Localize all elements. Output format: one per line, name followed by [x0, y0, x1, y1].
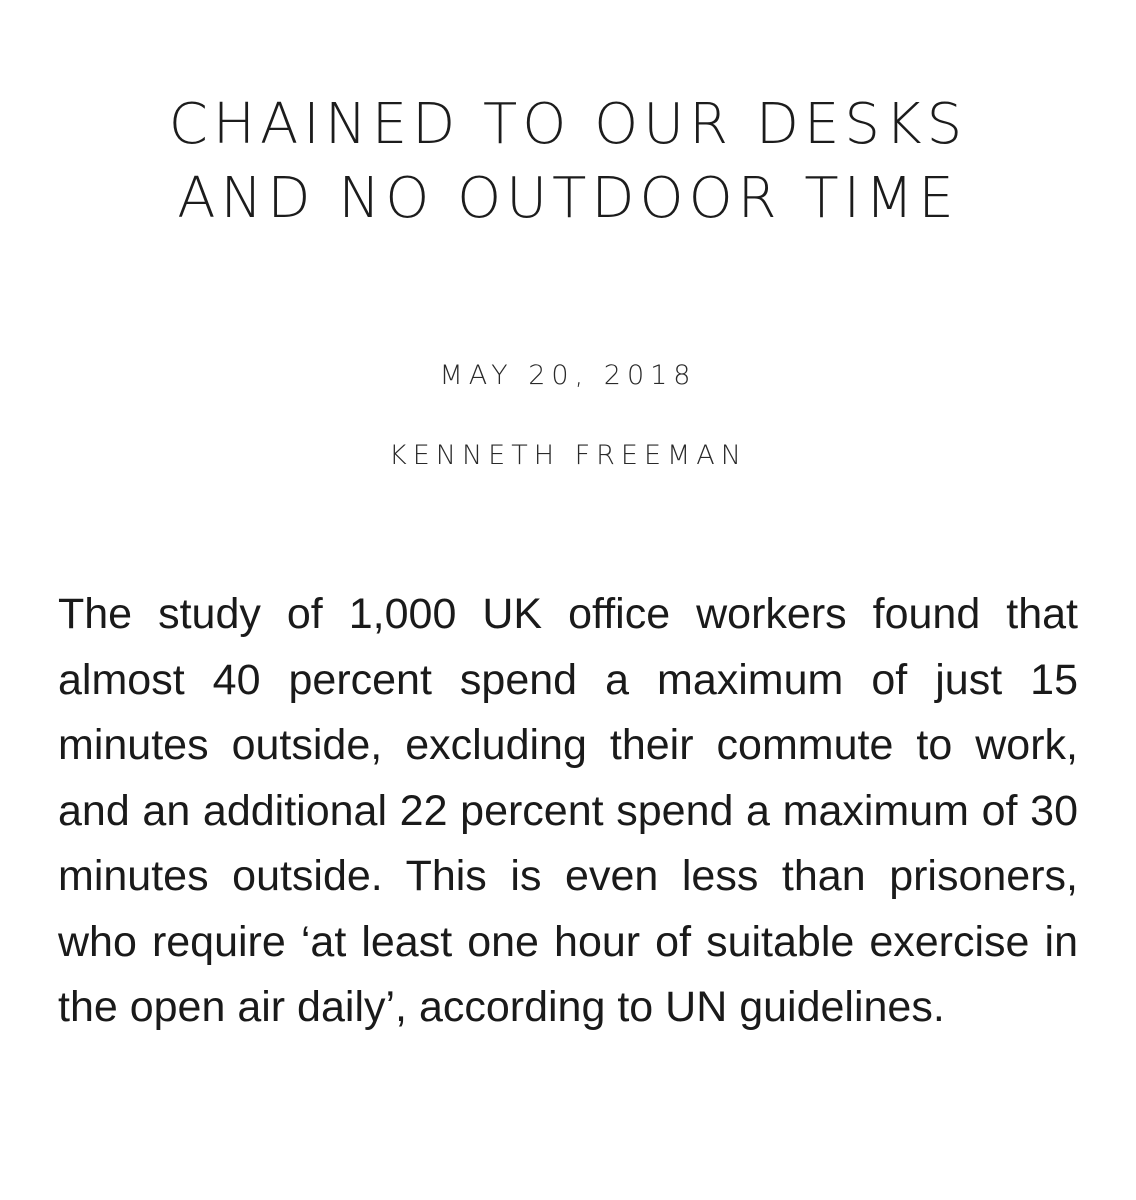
article-title — [0, 88, 1136, 236]
article-author: KENNETH FREEMAN — [389, 440, 747, 471]
article-title-line-1: CHAINED TO OUR DESKS — [168, 92, 968, 157]
article-title-line-2: AND NO OUTDOOR TIME — [177, 166, 959, 231]
article-body: The study of 1,000 UK office workers found that almost 40 percent spend a maximum of just 15 minutes outside, excluding their commute to work, and an additional 22 percent spend a maximum of 30 minutes outside. This is even less than prisoners, who require ‘at least one hour of suitable exercise in the open air daily’, according to UN guidelines. — [58, 590, 1078, 1031]
article-date: MAY 20, 2018 — [439, 360, 697, 391]
